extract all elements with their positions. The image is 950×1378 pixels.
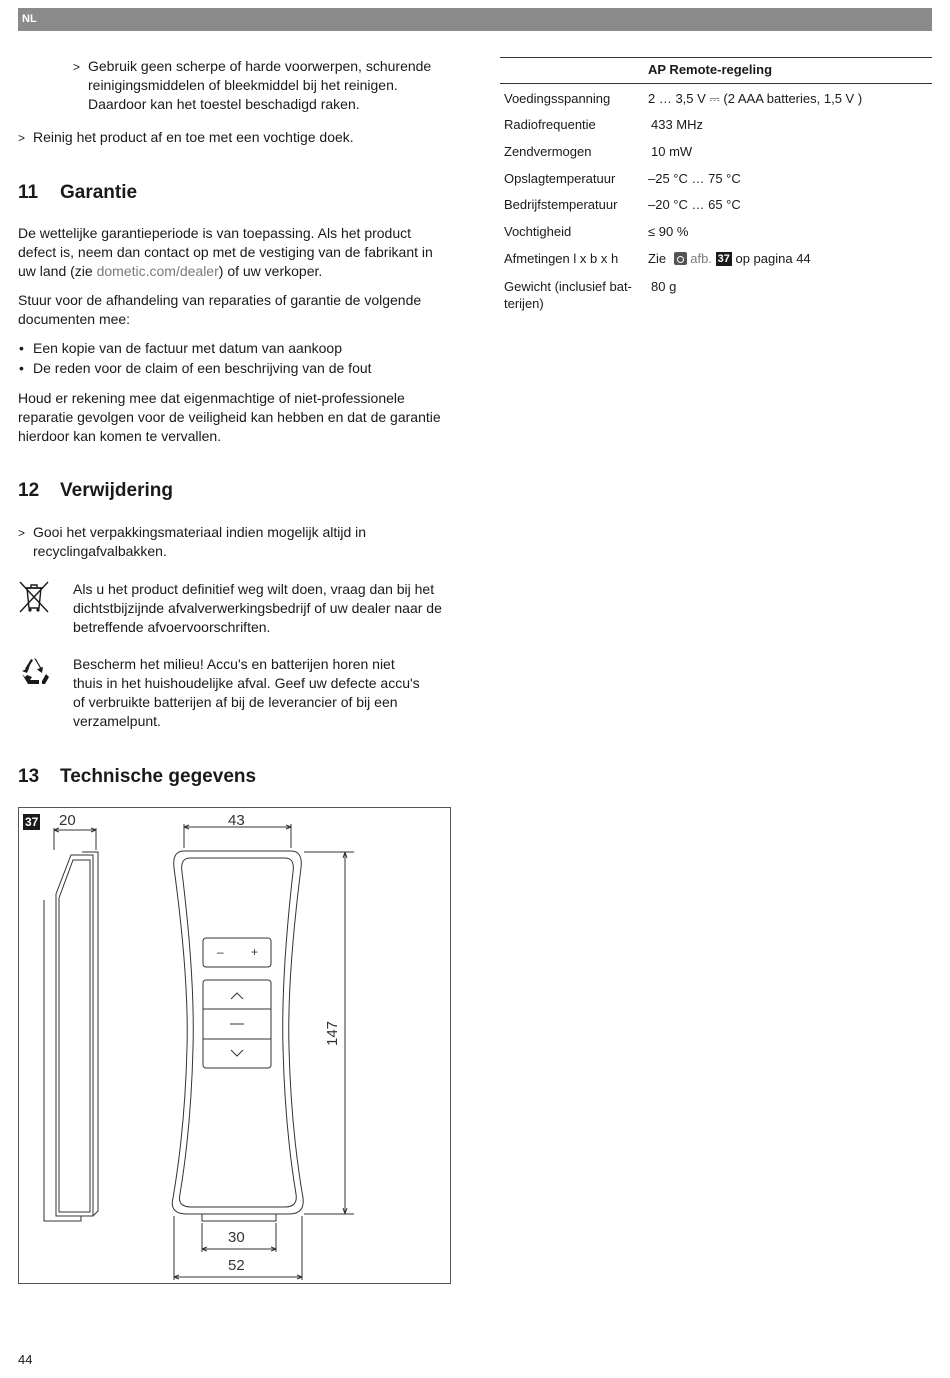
spec-value: –20 °C … 65 °C [648,197,741,212]
spec-key: Vochtigheid [504,224,572,239]
section-13-heading [18,765,256,789]
weee-text-line2: dichtstbijzijnde afvalverwerkingsbedrijf of uw dealer naar de [73,600,442,616]
spec-key: Radiofrequentie [504,117,596,132]
dim-depth: 20 [59,812,76,829]
bullet-icon: • [19,360,24,376]
verwijdering-item-line1: Gooi het verpakkingsmateriaal indien mogelijk altijd in [33,524,367,540]
text: terijen) [504,296,544,311]
section-title: Verwijdering [60,480,173,501]
plus-label: + [251,945,259,959]
spec-key: Zendvermogen [504,144,592,159]
section-number: 12 [18,480,40,501]
dealer-link[interactable]: dometic.com/dealer [96,263,219,279]
battery-text-line4: verzamelpunt. [73,713,161,729]
spec-key: Bedrijfstemperatuur [504,197,618,212]
garantie-p1-line3 [18,262,322,281]
section-number: 13 [18,766,40,787]
spec-value: 80 g [651,279,677,294]
camera-icon [674,252,687,265]
crossed-bin-icon [18,580,50,617]
battery-text-line1: Bescherm het milieu! Accu's en batterijen horen niet [73,656,395,672]
spec-key: Opslagtemperatuur [504,171,616,186]
intro-item1-line2: reinigingsmiddelen of bleekmiddel bij het reinigen. [88,77,398,93]
spec-key: Afmetingen l x b x h [504,251,619,266]
recycle-icon [18,656,50,691]
garantie-p2-line1: Stuur voor de afhandeling van reparaties of garantie de volgende [18,292,422,308]
garantie-p2-line2: documenten mee: [18,311,131,327]
garantie-p3-line3: hierdoor kan komen te vervallen. [18,428,222,444]
spec-key: Voedingsspanning [504,91,611,106]
intro-item1-line1: Gebruik geen scherpe of harde voorwerpen, schurende [88,58,432,74]
spec-key [504,278,644,312]
text: uw land (zie [18,263,97,279]
remote-drawing [19,808,450,1283]
garantie-bullet-2: De reden voor de claim of een beschrijving van de fout [33,360,372,376]
weee-text-line3: betreffende afvoervoorschriften. [73,619,271,635]
dimension-figure [18,807,451,1284]
language-label: NL [22,13,37,25]
page-number: 44 [18,1352,33,1367]
section-title: Garantie [60,182,138,203]
language-bar [18,8,932,31]
figure-badge: 37 [717,253,730,265]
spec-value: ≤ 90 % [648,224,689,239]
dim-width: 43 [228,812,245,829]
battery-text-line2: thuis in het huishoudelijke afval. Geef uw defecte accu's [73,675,420,691]
arrow-marker-icon: > [18,131,26,145]
weee-text-line1: Als u het product definitief weg wilt doen, vraag dan bij het [73,581,435,597]
garantie-p1-line2: defect is, neem dan contact op met de vestiging van de fabrikant in [18,244,433,260]
arrow-marker-icon: > [18,526,26,540]
figure-badge: 37 [25,815,39,829]
dim-height: 147 [324,1020,341,1046]
spec-value: 433 MHz [651,117,704,132]
section-number: 11 [18,182,39,203]
spec-value: –25 °C … 75 °C [648,171,741,186]
section-12-heading [18,479,173,503]
garantie-p1-line1: De wettelijke garantieperiode is van toepassing. Als het product [18,225,412,241]
dim-total-width: 52 [228,1257,245,1274]
section-11-heading [18,181,137,205]
text: Gewicht (inclusief bat- [504,279,632,294]
verwijdering-item-line2: recyclingafvalbakken. [33,543,167,559]
bullet-icon: • [19,340,24,356]
arrow-marker-icon: > [73,60,81,74]
section-title: Technische gegevens [60,766,257,787]
spec-value: 2 … 3,5 V ⎓ (2 AAA batteries, 1,5 V ) [648,91,863,106]
table-top-rule [500,57,932,58]
intro-item1-line3: Daardoor kan het toestel beschadigd raken. [88,96,360,112]
garantie-bullet-1: Een kopie van de factuur met datum van aankoop [33,340,342,356]
garantie-p3-line2: reparatie gevolgen voor de veiligheid kan hebben en dat de garantie [18,409,441,425]
text: op pagina 44 [731,251,811,266]
spec-value [648,250,811,267]
text: ) of uw verkoper. [218,263,323,279]
table-header-rule [500,83,932,84]
dim-base: 30 [228,1229,245,1246]
spec-value: 10 mW [651,144,693,159]
figure-link[interactable]: afb. [690,251,712,266]
intro-item2: Reinig het product af en toe met een vochtige doek. [33,129,354,145]
battery-text-line3: of verbruikte batterijen af bij de leverancier of bij een [73,694,398,710]
garantie-p3-line1: Houd er rekening mee dat eigenmachtige of niet-professionele [18,390,405,406]
text: Zie [648,251,670,266]
spec-table-header: AP Remote-regeling [648,62,773,77]
minus-label: – [217,945,224,959]
